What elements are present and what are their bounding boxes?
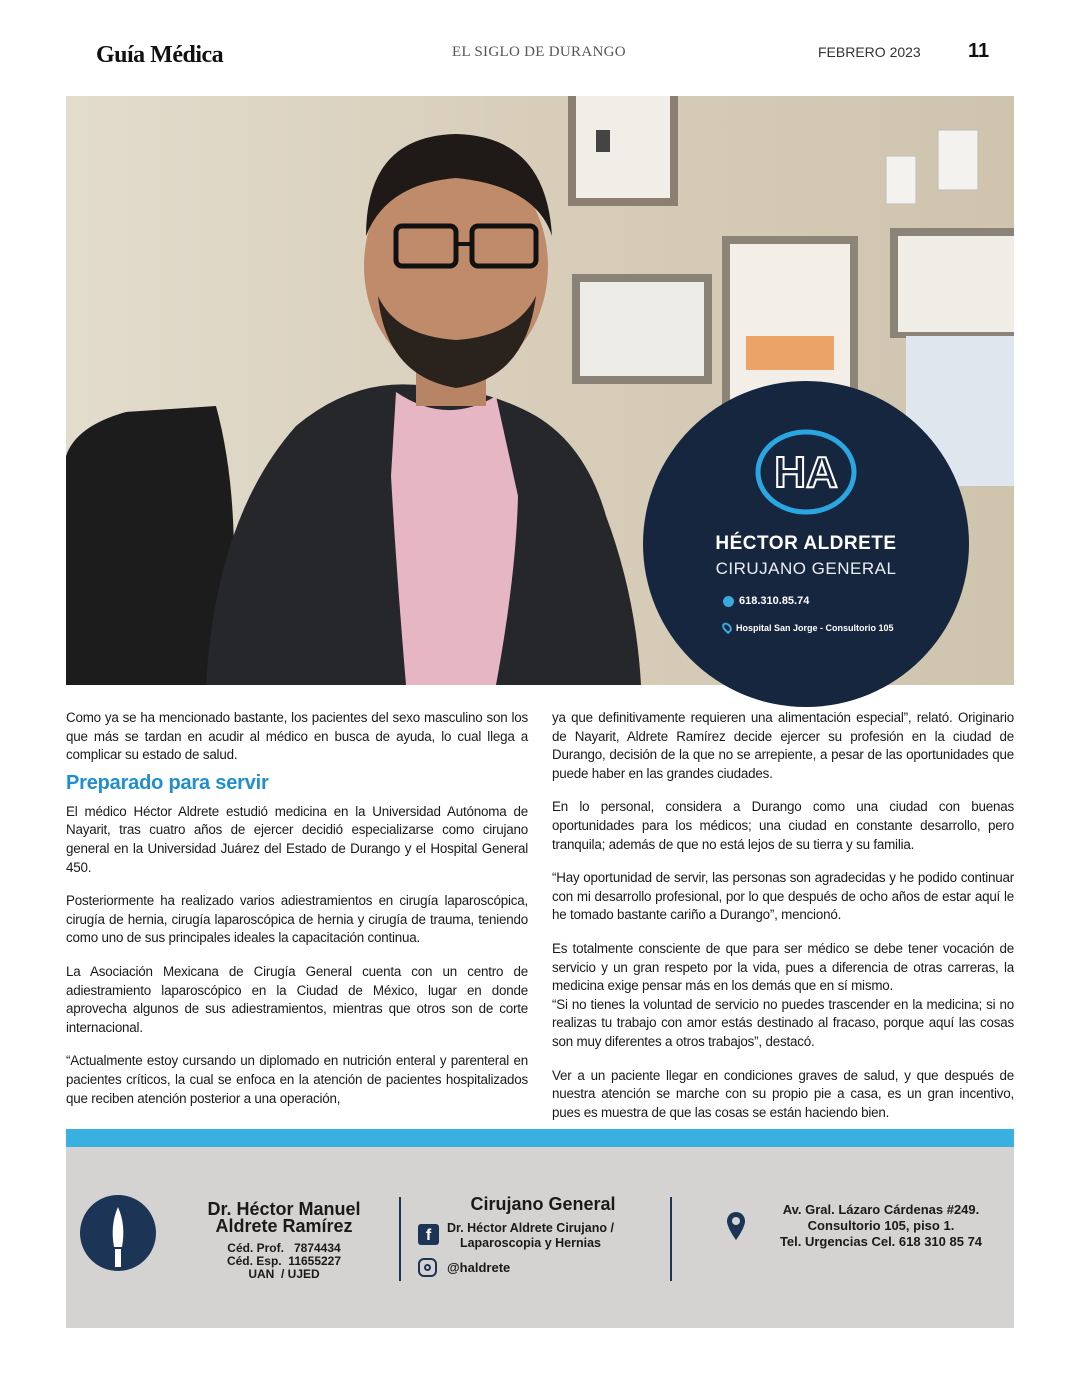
- clinic-address: Av. Gral. Lázaro Cárdenas #249. Consultorio 105, piso 1. Tel. Urgencias Cel. 618 310 85 74: [779, 1202, 983, 1249]
- page-number: 11: [968, 40, 990, 62]
- facebook-page-name: Dr. Héctor Aldrete Cirujano / Laparoscopia y Hernias: [447, 1221, 614, 1250]
- badge-title: CIRUJANO GENERAL: [715, 559, 897, 578]
- badge-phone: [723, 595, 809, 607]
- article-column-left: [66, 709, 528, 1123]
- instagram-link[interactable]: [418, 1258, 510, 1277]
- badge-address: [723, 622, 894, 633]
- footer-ad: [66, 1147, 1014, 1328]
- whatsapp-icon: [723, 596, 734, 607]
- article-paragraph: “Hay oportunidad de servir, las personas son agradecidas y he podido continuar con mi desarrollo profesional, por lo que después de ocho años de estar aquí le he tomado bastante cariño a Durango”, mencionó.: [552, 870, 1014, 923]
- facebook-icon: f: [418, 1224, 439, 1245]
- badge-phone-text: 618.310.85.74: [739, 595, 810, 607]
- instagram-handle: @haldrete: [447, 1260, 511, 1275]
- contact-badge: [643, 381, 969, 707]
- badge-address-text: Hospital San Jorge - Consultorio 105: [736, 622, 894, 633]
- footer-divider: [399, 1197, 401, 1281]
- footer-accent-bar: [66, 1129, 1014, 1147]
- article-subheading: Preparado para servir: [66, 771, 269, 794]
- badge-name: HÉCTOR ALDRETE: [715, 533, 897, 554]
- instagram-icon: [418, 1258, 437, 1277]
- article-paragraph: “Actualmente estoy cursando un diplomado en nutrición enteral y parenteral en pacientes críticos, la cual se enfoca en la atención de pacientes hospitalizados que reciben atención posterior a una operación,: [66, 1053, 528, 1106]
- article-paragraph: ya que definitivamente requieren una alimentación especial”, relató. Originario de Nayarit, Aldrete Ramírez decide ejercer su profesión en la ciudad de Durango, decisión de la que no se arrepiente, a pesar de las oportunidades que puede haber en las grandes ciudades.: [552, 710, 1014, 781]
- section-brand: Guía Médica: [96, 42, 224, 68]
- article-intro: Como ya se ha mencionado bastante, los pacientes del sexo masculino son los que más se tardan en acudir al médico en busca de ayuda, lo cual llega a complicar su estado de salud.: [66, 710, 528, 763]
- article-quote: “Si no tienes la voluntad de servicio no puedes trascender en la medicina; si no realizas tu trabajo con amor estás destinado al fracaso, porque aquí las cosas son muy diferentes a otros trabajos”, destacó.: [552, 996, 1014, 1049]
- article-paragraph: Ver a un paciente llegar en condiciones graves de salud, y que después de nuestra atención se marche con su propio pie a casa, es un gran incentivo, pues es muestra de que las cosas se están haciendo bien.: [552, 1067, 1014, 1120]
- newspaper-name: EL SIGLO DE DURANGO: [452, 44, 626, 60]
- facebook-link[interactable]: [418, 1221, 678, 1251]
- article-paragraph: El médico Héctor Aldrete estudió medicina en la Universidad Autónoma de Nayarit, tras cuatro años de ejercer decidió especializarse como cirujano general en la Universidad Juárez del Estado de Durango y el Hospital General 450.: [66, 803, 528, 875]
- ha-logo-icon: [753, 427, 859, 517]
- scalpel-logo-icon: [80, 1195, 156, 1271]
- location-pin-icon: [720, 621, 733, 634]
- article-paragraph: La Asociación Mexicana de Cirugía General cuenta con un centro de adiestramiento laparoscópico en la Ciudad de México, lugar en donde aprovecha algunos de sus adiestramientos, mientras que otros son de corte internacional.: [66, 963, 528, 1035]
- footer-divider: [670, 1197, 672, 1281]
- svg-text:HA: HA: [774, 448, 838, 497]
- article-paragraph: Es totalmente consciente de que para ser médico se debe tener vocación de servicio y un gran respeto por la vida, pues a diferencia de otras carreras, la medicina exige pensar más en los demás que en sí mismo.: [552, 940, 1014, 994]
- location-pin-icon: [726, 1211, 746, 1241]
- article-paragraph: Posteriormente ha realizado varios adiestramientos en cirugía laparoscópica, cirugía de hernia, cirugía laparoscópica de hernia y cirugía de trauma, teniendo como uno de sus principales ideales la capacitación continua.: [66, 893, 528, 946]
- doctor-name: Dr. Héctor Manuel Aldrete Ramírez: [207, 1199, 361, 1236]
- specialty: Cirujano General: [470, 1194, 616, 1214]
- doctor-credentials: Céd. Prof. 7874434 Céd. Esp. 11655227 UAN / UJED: [226, 1241, 342, 1281]
- article-paragraph: En lo personal, considera a Durango como una ciudad con buenas oportunidades para los médicos; una ciudad en constante desarrollo, pero tranquila; además de que no está lejos de su tierra y su familia.: [552, 799, 1014, 852]
- issue-date: FEBRERO 2023: [818, 44, 921, 60]
- article-column-right: [552, 709, 1014, 1137]
